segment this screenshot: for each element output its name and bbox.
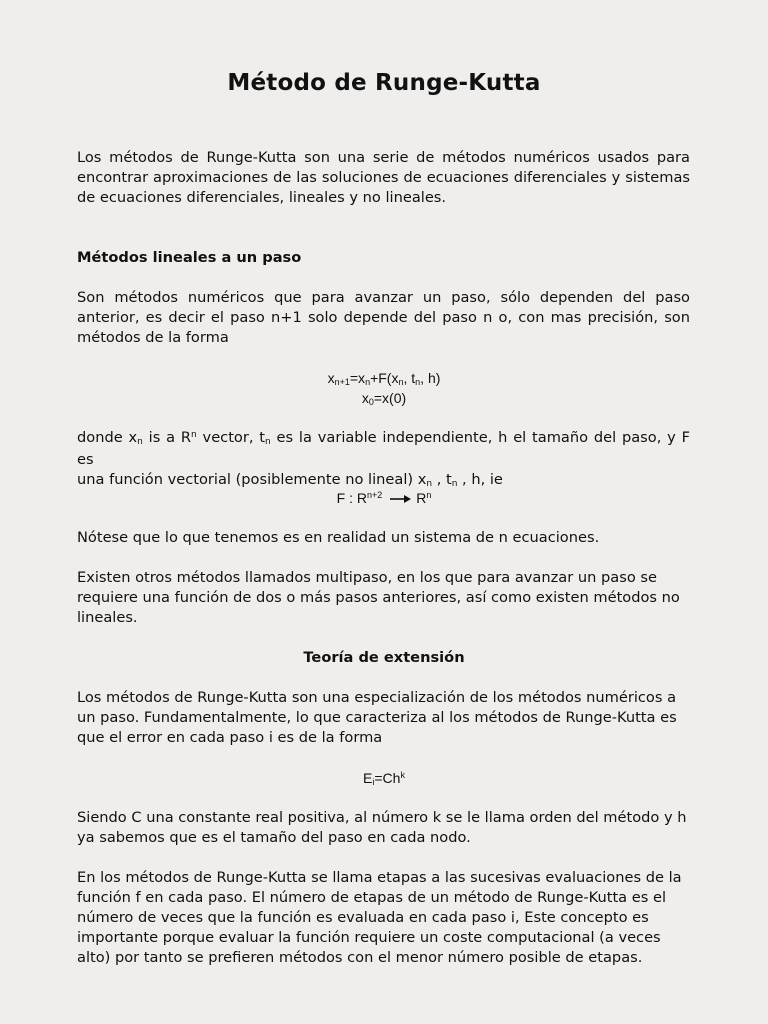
multipaso-paragraph: Existen otros métodos llamados multipaso, en los que para avanzar un paso se requiere una función de dos o más pasos anteriores, así como existen métodos no lineales. bbox=[77, 569, 680, 626]
notese-paragraph: Nótese que lo que tenemos es en realidad un sistema de n ecuaciones. bbox=[77, 529, 600, 546]
section-heading-teoria-extension: Teoría de extensión bbox=[303, 649, 465, 666]
section-heading-metodos-lineales: Métodos lineales a un paso bbox=[77, 249, 302, 266]
donde-paragraph: donde xn is a $R^n$ vector, tn es la variable independiente, h el tamaño del paso, y F es una función vectorial (posiblemente no lineal) xn , tn , h, ie bbox=[77, 429, 690, 489]
right-arrow-icon bbox=[390, 494, 412, 504]
intro-paragraph: Los métodos de Runge-Kutta son una serie de métodos numéricos usados para encontrar aproximaciones de las soluciones de ecuaciones diferenciales y sistemas de ecuaciones diferenciales, lineales y no lineales. bbox=[77, 149, 690, 206]
siendo-paragraph: Siendo C una constante real positiva, al número k se le llama orden del método y h ya sabemos que es el tamaño del paso en cada nodo. bbox=[77, 809, 687, 846]
page-title: Método de Runge-Kutta bbox=[227, 70, 541, 96]
teoria-paragraph: Los métodos de Runge-Kutta son una especialización de los métodos numéricos a un paso. Fundamentalmente, lo que caracteriza al los métodos de Runge-Kutta es que el error en cada paso i es de la forma bbox=[77, 689, 677, 746]
formula-mapping: F : $R^{n+2}$ $R^n$ bbox=[336, 490, 432, 506]
formula-initial-condition: x0=x(0) bbox=[361, 390, 407, 407]
etapas-paragraph: En los métodos de Runge-Kutta se llama etapas a las sucesivas evaluaciones de la función f en cada paso. El número de etapas de un método de Runge-Kutta es el número de veces que la función es evaluada en cada paso i, Este concepto es importante porque evaluar la función requiere un coste computacional (a veces alto) por tanto se prefieren métodos con el menor número posible de etapas. bbox=[77, 869, 682, 966]
metodos-lineales-paragraph: Son métodos numéricos que para avanzar un paso, sólo dependen del paso anterior, es decir el paso n+1 solo depende del paso n o, con mas precisión, son métodos de la forma bbox=[77, 289, 690, 346]
formula-recurrence: xn+1=xn+F(xn, tn, h) bbox=[327, 370, 441, 387]
formula-error: $Ei=Ch^k$ bbox=[363, 770, 405, 787]
